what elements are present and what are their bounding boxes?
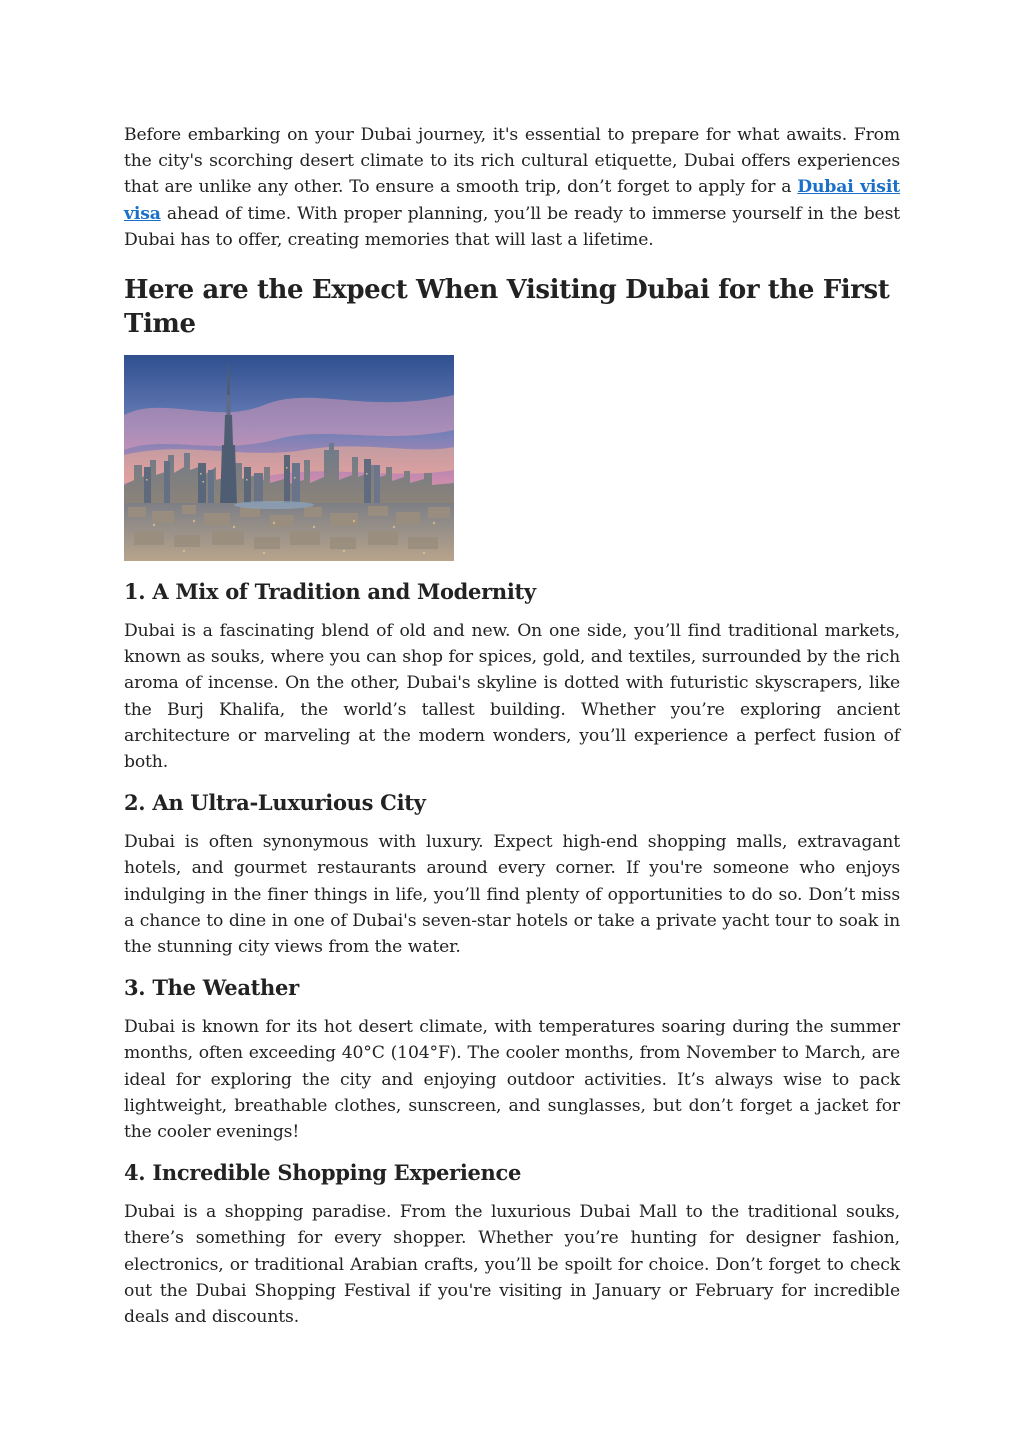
main-heading: Here are the Expect When Visiting Dubai for the First Time <box>124 275 890 340</box>
section-title: 2. An Ultra-Luxurious City <box>124 790 426 816</box>
dubai-skyline-photo <box>124 355 454 561</box>
dubai-visit-visa-link[interactable]: Dubai visit visa <box>124 177 901 224</box>
section-body: Dubai is a fascinating blend of old and new. On one side, you’ll find traditional markets, known as souks, where you can shop for spices, gold, and textiles, surrounded by the rich aroma of incense. On the other, Dubai's skyline is dotted with futuristic skyscrapers, like the Burj Khalifa, the world’s tallest building. Whether you’re exploring ancient architecture or marveling at the modern wonders, you’ll experience a perfect fusion of both. <box>124 621 900 773</box>
section-body: Dubai is a shopping paradise. From the luxurious Dubai Mall to the traditional souks, there’s something for every shopper. Whether you’re hunting for designer fashion, electronics, or traditional Arabian crafts, you’ll be spoilt for choice. Don’t forget to check out the Dubai Shopping Festival if you're visiting in January or February for incredible deals and discounts. <box>124 1202 900 1328</box>
section-ultra-luxurious-city <box>124 789 900 960</box>
intro-paragraph <box>124 122 900 253</box>
section-body: Dubai is often synonymous with luxury. Expect high-end shopping malls, extravagant hotels, and gourmet restaurants around every corner. If you're someone who enjoys indulging in the finer things in life, you’ll find plenty of opportunities to do so. Don’t miss a chance to dine in one of Dubai's seven-star hotels or take a private yacht tour to soak in the stunning city views from the water. <box>124 832 900 958</box>
section-weather <box>124 974 900 1145</box>
section-title: 4. Incredible Shopping Experience <box>124 1160 522 1186</box>
section-body: Dubai is known for its hot desert climate, with temperatures soaring during the summer months, often exceeding 40°C (104°F). The cooler months, from November to March, are ideal for exploring the city and enjoying outdoor activities. It’s always wise to pack lightweight, breathable clothes, sunscreen, and sunglasses, but don’t forget a jacket for the cooler evenings! <box>124 1017 900 1143</box>
section-title: 1. A Mix of Tradition and Modernity <box>124 579 536 605</box>
document-page <box>124 122 900 1330</box>
section-tradition-modernity <box>124 578 900 775</box>
section-title: 3. The Weather <box>124 975 299 1001</box>
intro-text-before-link: Before embarking on your Dubai journey, it's essential to prepare for what awaits. From the city's scorching desert climate to its rich cultural etiquette, Dubai offers experiences that are unlike any other. To ensure a smooth trip, don’t forget to apply for a <box>124 125 900 198</box>
section-shopping-experience <box>124 1159 900 1330</box>
intro-text-after-link: ahead of time. With proper planning, you’ll be ready to immerse yourself in the best Dubai has to offer, creating memories that will last a lifetime. <box>124 203 900 250</box>
